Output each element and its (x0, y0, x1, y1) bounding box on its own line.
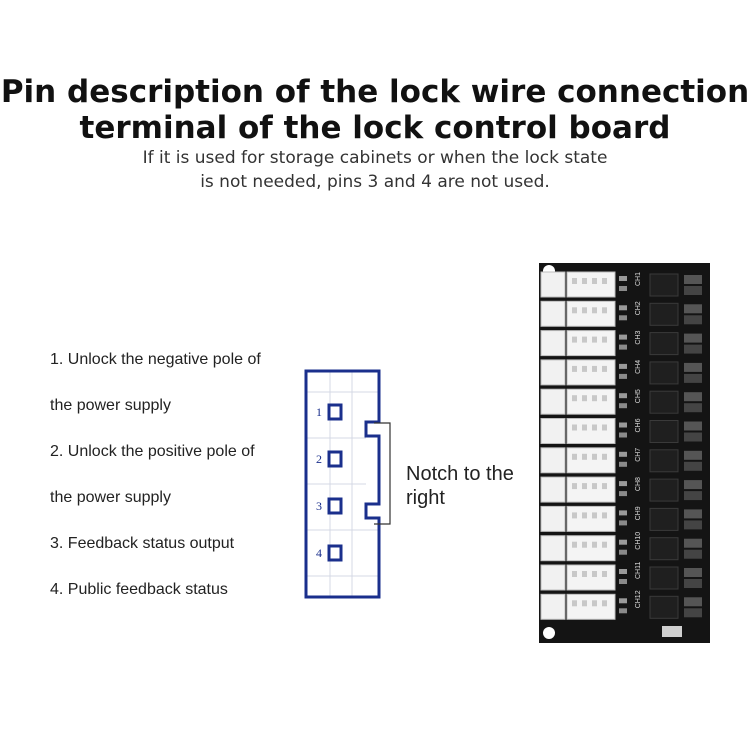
board-channel-label: CH7 (635, 447, 642, 462)
board-smd-component (684, 286, 702, 295)
board-smd-component (619, 452, 627, 457)
board-smd-component (684, 433, 702, 442)
pin-1-description-line-2: the power supply (50, 397, 171, 414)
board-driver-chip (650, 567, 678, 589)
board-smd-component (684, 392, 702, 401)
board-driver-chip (650, 362, 678, 384)
board-driver-chip (650, 479, 678, 501)
board-channel-label: CH9 (635, 506, 642, 521)
board-connector-pin (592, 395, 597, 401)
board-driver-chip (650, 303, 678, 325)
board-smd-component (619, 491, 627, 496)
board-smd-component (619, 569, 627, 574)
board-smd-component (619, 276, 627, 281)
board-connector-pin (602, 395, 607, 401)
board-smd-component (684, 491, 702, 500)
board-smd-component (619, 608, 627, 613)
board-smd-component (619, 403, 627, 408)
board-connector-pin (602, 366, 607, 372)
board-smd-component (619, 335, 627, 340)
board-connector-pin (602, 337, 607, 343)
board-smd-component (684, 374, 702, 383)
board-smd-component (619, 510, 627, 515)
board-smd-component (619, 393, 627, 398)
pin-2-description-line-1: 2. Unlock the positive pole of (50, 443, 255, 460)
board-connector-pin (572, 571, 577, 577)
board-connector-small (541, 331, 565, 356)
board-connector-pin (582, 512, 587, 518)
board-channel-label: CH6 (635, 418, 642, 433)
board-connector-large (567, 565, 615, 590)
board-smd-component (619, 374, 627, 379)
board-connector-pin (592, 366, 597, 372)
board-connector-pin (572, 425, 577, 431)
notch-label-line-2: right (406, 487, 445, 509)
board-connector-pin (572, 512, 577, 518)
board-channel-label: CH4 (635, 359, 642, 374)
board-connector-pin (592, 512, 597, 518)
board-connector-small (541, 360, 565, 385)
pin-3-description: 3. Feedback status output (50, 535, 235, 552)
board-connector-pin (582, 395, 587, 401)
board-driver-chip (650, 274, 678, 296)
board-connector-small (541, 419, 565, 444)
board-smd-component (619, 305, 627, 310)
board-smd-component (619, 345, 627, 350)
board-channel-label: CH11 (635, 561, 642, 579)
board-connector-pin (572, 454, 577, 460)
board-connector-small (541, 536, 565, 561)
subtitle-line-1: If it is used for storage cabinets or when the lock state (142, 148, 608, 168)
pin-1-description-line-1: 1. Unlock the negative pole of (50, 351, 261, 368)
board-smd-component (619, 286, 627, 291)
board-connector-pin (592, 571, 597, 577)
board-connector-pin (602, 483, 607, 489)
board-smd-component (684, 539, 702, 548)
board-smd-component (619, 315, 627, 320)
board-smd-component (684, 462, 702, 471)
board-connector-pin (602, 600, 607, 606)
board-driver-chip (650, 596, 678, 618)
board-driver-chip (650, 450, 678, 472)
board-smd-component (619, 540, 627, 545)
board-connector-small (541, 565, 565, 590)
board-smd-component (684, 480, 702, 489)
board-connector-pin (582, 278, 587, 284)
title-line-1: Pin description of the lock wire connection (0, 74, 750, 110)
board-channel-label: CH2 (635, 301, 642, 316)
board-smd-component (684, 597, 702, 606)
pin-number-3: 3 (316, 499, 322, 513)
board-smd-component (684, 422, 702, 431)
pin-number-1: 1 (316, 405, 322, 419)
board-smd-component (619, 550, 627, 555)
board-smd-component (684, 334, 702, 343)
board-channel-label: CH10 (635, 531, 642, 550)
board-connector-pin (602, 512, 607, 518)
board-smd-component (619, 598, 627, 603)
board-smd-component (684, 363, 702, 372)
board-connector-large (567, 419, 615, 444)
board-connector-large (567, 301, 615, 326)
board-smd-component (684, 579, 702, 588)
board-connector-pin (572, 483, 577, 489)
board-connector-pin (602, 454, 607, 460)
board-mount-hole-bottom (543, 627, 555, 639)
board-connector-small (541, 272, 565, 297)
board-channel-label: CH5 (635, 389, 642, 404)
subtitle-line-2: is not needed, pins 3 and 4 are not used. (200, 172, 550, 192)
board-switch (662, 626, 682, 637)
pin-number-4: 4 (316, 546, 322, 560)
board-smd-component (684, 304, 702, 313)
board-connector-pin (582, 542, 587, 548)
board-connector-pin (602, 425, 607, 431)
board-connector-pin (572, 366, 577, 372)
title-line-2: terminal of the lock control board (79, 110, 671, 146)
board-channel-label: CH8 (635, 477, 642, 492)
board-connector-pin (602, 307, 607, 313)
pin-2-description-line-2: the power supply (50, 489, 171, 506)
board-connector-large (567, 272, 615, 297)
board-smd-component (684, 608, 702, 617)
board-smd-component (619, 423, 627, 428)
board-connector-pin (592, 454, 597, 460)
board-smd-component (619, 520, 627, 525)
board-connector-large (567, 360, 615, 385)
board-connector-pin (582, 425, 587, 431)
board-connector-pin (592, 483, 597, 489)
board-smd-component (684, 451, 702, 460)
board-connector-small (541, 448, 565, 473)
board-connector-pin (572, 307, 577, 313)
board-connector-pin (582, 366, 587, 372)
board-connector-pin (572, 395, 577, 401)
board-connector-pin (592, 278, 597, 284)
board-connector-pin (602, 278, 607, 284)
board-connector-large (567, 331, 615, 356)
board-connector-pin (592, 600, 597, 606)
board-connector-pin (592, 307, 597, 313)
board-channel-label: CH3 (635, 330, 642, 345)
board-connector-pin (582, 337, 587, 343)
board-connector-small (541, 301, 565, 326)
board-smd-component (684, 568, 702, 577)
board-connector-pin (572, 542, 577, 548)
board-smd-component (619, 462, 627, 467)
board-connector-pin (582, 307, 587, 313)
board-channel-label: CH12 (635, 590, 642, 609)
board-connector-small (541, 389, 565, 414)
board-channel-label: CH1 (635, 271, 642, 286)
board-smd-component (619, 579, 627, 584)
board-driver-chip (650, 538, 678, 560)
board-smd-component (684, 275, 702, 284)
board-connector-pin (592, 337, 597, 343)
board-smd-component (684, 550, 702, 559)
board-driver-chip (650, 508, 678, 530)
notch-label-line-1: Notch to the (406, 463, 514, 485)
board-connector-pin (602, 571, 607, 577)
board-connector-pin (592, 542, 597, 548)
board-driver-chip (650, 391, 678, 413)
board-connector-large (567, 536, 615, 561)
board-connector-pin (572, 278, 577, 284)
board-connector-pin (582, 571, 587, 577)
board-connector-large (567, 448, 615, 473)
board-connector-large (567, 506, 615, 531)
board-connector-small (541, 594, 565, 619)
board-connector-pin (572, 337, 577, 343)
board-smd-component (684, 315, 702, 324)
board-connector-large (567, 389, 615, 414)
board-connector-large (567, 594, 615, 619)
board-connector-pin (602, 542, 607, 548)
board-connector-pin (582, 600, 587, 606)
pin-number-2: 2 (316, 452, 322, 466)
board-connector-large (567, 477, 615, 502)
board-smd-component (619, 481, 627, 486)
board-connector-small (541, 506, 565, 531)
board-smd-component (684, 345, 702, 354)
board-smd-component (619, 364, 627, 369)
pin-4-description: 4. Public feedback status (50, 581, 228, 598)
board-connector-pin (592, 425, 597, 431)
board-smd-component (684, 520, 702, 529)
board-driver-chip (650, 421, 678, 443)
board-smd-component (619, 433, 627, 438)
board-smd-component (684, 403, 702, 412)
board-connector-small (541, 477, 565, 502)
board-smd-component (684, 509, 702, 518)
board-connector-pin (582, 454, 587, 460)
board-driver-chip (650, 333, 678, 355)
board-connector-pin (582, 483, 587, 489)
board-connector-pin (572, 600, 577, 606)
